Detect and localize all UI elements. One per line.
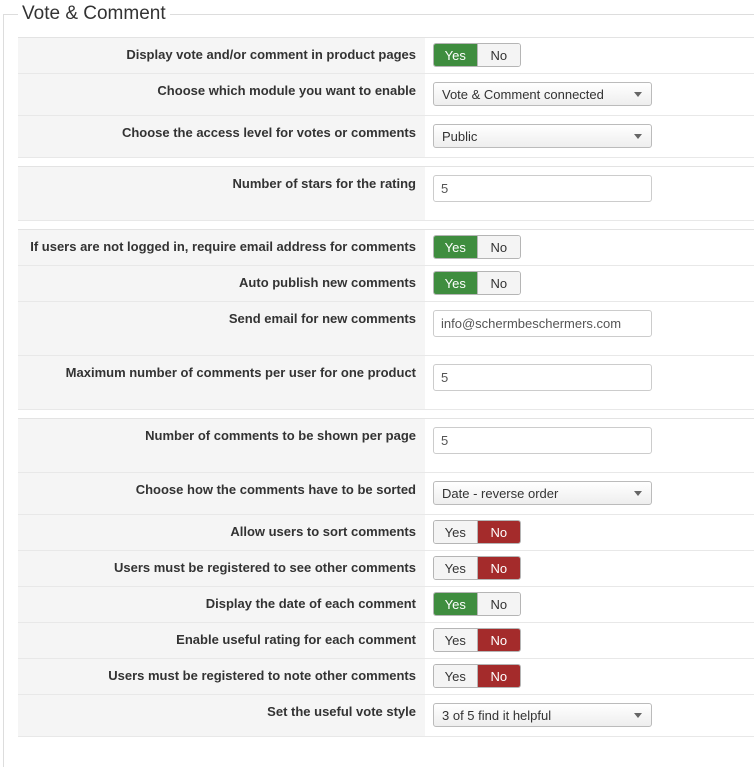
row-divider — [18, 694, 754, 695]
vote-style-select-value: 3 of 5 find it helpful — [442, 707, 552, 723]
stars-label: Number of stars for the rating — [232, 176, 416, 191]
auto-publish-toggle[interactable] — [433, 271, 521, 295]
chevron-down-icon — [634, 713, 642, 718]
yes-option[interactable]: Yes — [434, 272, 477, 294]
vote-style-label: Set the useful vote style — [267, 704, 416, 719]
group-separator — [18, 37, 754, 38]
row-divider — [18, 115, 754, 116]
module-select[interactable] — [433, 82, 652, 106]
row-divider — [18, 265, 754, 266]
no-option[interactable]: No — [477, 629, 521, 651]
yes-option[interactable]: Yes — [434, 629, 477, 651]
row-divider — [18, 736, 754, 737]
sort-order-select[interactable] — [433, 481, 652, 505]
sort-order-select-value: Date - reverse order — [442, 485, 559, 501]
yes-option[interactable]: Yes — [434, 44, 477, 66]
label-column-bg — [18, 166, 425, 220]
chevron-down-icon — [634, 92, 642, 97]
display-vote-toggle[interactable] — [433, 43, 521, 67]
row-divider — [18, 355, 754, 356]
allow-sort-label: Allow users to sort comments — [230, 524, 416, 539]
per-page-input[interactable] — [433, 427, 652, 454]
module-select-value: Vote & Comment connected — [442, 86, 604, 102]
access-level-select-value: Public — [442, 128, 478, 144]
row-divider — [18, 658, 754, 659]
no-option[interactable]: No — [477, 44, 521, 66]
no-option[interactable]: No — [477, 665, 521, 687]
row-divider — [18, 514, 754, 515]
no-option[interactable]: No — [477, 521, 521, 543]
require-email-label: If users are not logged in, require email address for comments — [30, 239, 416, 254]
chevron-down-icon — [634, 491, 642, 496]
no-option[interactable]: No — [477, 593, 521, 615]
no-option[interactable]: No — [477, 557, 521, 579]
per-page-label: Number of comments to be shown per page — [145, 428, 416, 443]
vote-style-select[interactable] — [433, 703, 652, 727]
registered-see-toggle[interactable] — [433, 556, 521, 580]
stars-input[interactable] — [433, 175, 652, 202]
group-separator — [18, 418, 754, 419]
useful-rating-label: Enable useful rating for each comment — [176, 632, 416, 647]
registered-note-toggle[interactable] — [433, 664, 521, 688]
row-divider — [18, 622, 754, 623]
no-option[interactable]: No — [477, 272, 521, 294]
send-email-label: Send email for new comments — [228, 311, 416, 326]
fieldset-border-left — [3, 14, 4, 767]
max-comments-input-value: 5 — [441, 370, 449, 385]
chevron-down-icon — [634, 134, 642, 139]
sort-order-label: Choose how the comments have to be sorted — [135, 482, 416, 497]
row-divider — [18, 409, 754, 410]
yes-option[interactable]: Yes — [434, 665, 477, 687]
display-date-label: Display the date of each comment — [205, 596, 416, 611]
row-divider — [18, 73, 754, 74]
stars-input-value: 5 — [441, 181, 449, 196]
row-divider — [18, 301, 754, 302]
yes-option[interactable]: Yes — [434, 521, 477, 543]
yes-option[interactable]: Yes — [434, 593, 477, 615]
label-column-bg — [18, 418, 425, 736]
access-level-select[interactable] — [433, 124, 652, 148]
row-divider — [18, 472, 754, 473]
max-comments-label: Maximum number of comments per user for one product — [65, 365, 416, 380]
display-vote-label: Display vote and/or comment in product pages — [126, 47, 416, 62]
registered-see-label: Users must be registered to see other comments — [114, 560, 416, 575]
max-comments-input[interactable] — [433, 364, 652, 391]
row-divider — [18, 550, 754, 551]
send-email-input[interactable] — [433, 310, 652, 337]
group-separator — [18, 229, 754, 230]
no-option[interactable]: No — [477, 236, 521, 258]
group-separator — [18, 166, 754, 167]
module-label: Choose which module you want to enable — [157, 83, 416, 98]
row-divider — [18, 157, 754, 158]
row-divider — [18, 220, 754, 221]
allow-sort-toggle[interactable] — [433, 520, 521, 544]
require-email-toggle[interactable] — [433, 235, 521, 259]
yes-option[interactable]: Yes — [434, 557, 477, 579]
per-page-input-value: 5 — [441, 433, 449, 448]
useful-rating-toggle[interactable] — [433, 628, 521, 652]
access-level-label: Choose the access level for votes or comments — [121, 125, 416, 140]
section-title: Vote & Comment — [18, 2, 170, 26]
yes-option[interactable]: Yes — [434, 236, 477, 258]
row-divider — [18, 586, 754, 587]
auto-publish-label: Auto publish new comments — [239, 275, 416, 290]
registered-note-label: Users must be registered to note other comments — [108, 668, 416, 683]
display-date-toggle[interactable] — [433, 592, 521, 616]
send-email-input-value: info@schermbeschermers.com — [441, 316, 622, 331]
